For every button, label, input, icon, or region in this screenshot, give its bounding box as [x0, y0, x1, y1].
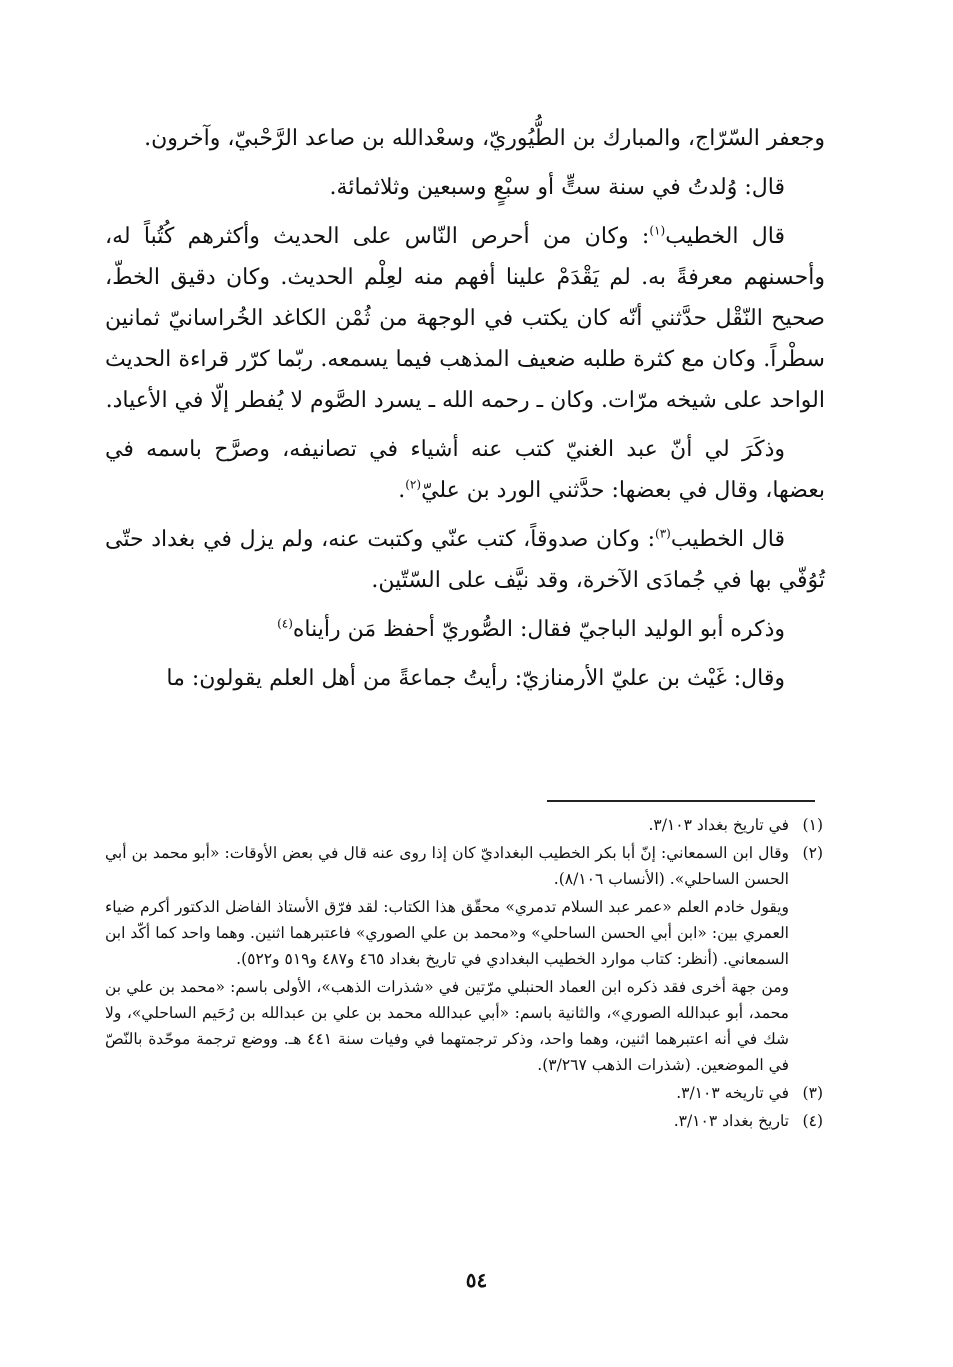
- paragraph-3-start: قال الخطيب: [665, 224, 785, 249]
- footnote-3: [105, 1080, 823, 1108]
- footnote-ref-2: (٢): [405, 477, 422, 492]
- paragraph-4-start: وذكَرَ لي أنّ عبد الغنيّ كتب عنه أشياء في تصانيفه، وصرَّح باسمه في بعضها، وقال في بعضها: حدَّثني الورد بن عليّ: [105, 437, 825, 503]
- page-number: ٥٤: [465, 1268, 488, 1292]
- paragraph-1: وجعفر السّرّاج، والمبارك بن الطُّيُوريّ، وسعْدالله بن صاعد الرَّحْبيّ، وآخرون.: [144, 126, 825, 151]
- footnote-body: [105, 812, 789, 840]
- footnote-number: (٤): [802, 1112, 823, 1130]
- footnote-text: ويقول خادم العلم «عمر عبد السلام تدمري» محقّق هذا الكتاب: لقد فرّق الأستاذ الفاضل الدكتور أكرم ضياء العمري بين: «ابن أبي الحسن الساحلي» و«محمد بن علي الصوري» فاعتبرهما اثنين. وهما واحد كما أكّد ابن السمعاني. (أنظر: كتاب موارد الخطيب البغدادي في تاريخ بغداد ٤٦٥ و٤٨٧ و٥١٩ و٥٢٢).: [105, 898, 789, 968]
- footnote-1: [105, 812, 823, 840]
- footnote-text: في تاريخ بغداد ٣/١٠٣.: [648, 816, 789, 834]
- footnote-text: وقال ابن السمعاني: إنّ أبا بكر الخطيب البغداديّ كان إذا روى عنه قال في بعض الأوقات: «أبو محمد بن أبي الحسن الساحلي». (الأنساب ٨/١٠٦).: [105, 844, 789, 888]
- paragraph-5-rest: : وكان صدوقاً، كتب عنّي وكتبت عنه، ولم يزل في بغداد حتّى تُوُفّي بها في جُمادَى الآخرة، وقد نيَّف على السّتّين.: [105, 527, 825, 593]
- footnote-ref-4: (٤): [277, 616, 293, 631]
- paragraph-5: [105, 519, 825, 601]
- footnote-ref-1: (١): [649, 223, 666, 238]
- footnote-number: (١): [802, 816, 823, 834]
- paragraph-6: [105, 609, 825, 650]
- footnote-body: [105, 840, 789, 1080]
- footnote-text: في تاريخه ٣/١٠٣.: [676, 1084, 789, 1102]
- footnote-text: تاريخ بغداد ٣/١٠٣.: [673, 1112, 789, 1130]
- footnote-number: (٣): [802, 1084, 823, 1102]
- footnote-body: [105, 1080, 789, 1108]
- footnote-4: [105, 1108, 823, 1136]
- paragraph-5-start: قال الخطيب: [670, 527, 785, 552]
- paragraph-7: وقال: غَيْث بن عليّ الأرمنازيّ: رأيتُ جماعةً من أهل العلم يقولون: ما: [166, 666, 785, 691]
- paragraph-3: [105, 216, 825, 421]
- main-text: [105, 118, 825, 707]
- footnote-divider: [547, 800, 815, 802]
- footnote-text: ومن جهة أخرى فقد ذكره ابن العماد الحنبلي مرّتين في «شذرات الذهب»، الأولى باسم: «محمد بن علي بن محمد، أبو عبدالله الصوري»، والثانية باسم: «أبي عبدالله محمد بن علي بن عبدالله بن رُحَيم الساحلي»، ولا شك في أنه اعتبرهما اثنين، وهما واحد، وذكر ترجمتهما في وفيات سنة ٤٤١ هـ. ووضع ترجمة موحّدة بالنّصّ في الموضعين. (شذرات الذهب ٣/٢٦٧).: [105, 978, 790, 1074]
- footnote-ref-3: (٣): [655, 526, 671, 541]
- paragraph-6-start: وذكره أبو الوليد الباجيّ فقال: الصُّوريّ أحفظ مَن رأيناه: [292, 617, 785, 642]
- paragraph-4-rest: .: [398, 478, 406, 503]
- footnote-number: (٢): [802, 844, 823, 862]
- footnotes: [105, 812, 823, 1136]
- footnote-body: [105, 1108, 789, 1136]
- paragraph-4: [105, 429, 825, 511]
- paragraph-2: قال: وُلدتُ في سنة ستٍّ أو سبْعٍ وسبعين وثلاثمائة.: [329, 175, 785, 200]
- footnote-2: [105, 840, 823, 1080]
- paragraph-3-rest: : وكان من أحرص النّاس على الحديث وأكثرهم كُتُباً له، وأحسنهم معرفةً به. لم يَقْدَمْ علينا أفهم منه لعِلْم الحديث. وكان دقيق الخطّ، صحيح النّقْل حدَّثني أنّه كان يكتب في الوجهة من ثُمْن الكاغد الخُراسانيّ ثمانين سطْراً. وكان مع كثرة طلبه ضعيف المذهب فيما يسمعه. ربّما كرّر قراءة الحديث الواحد على شيخه مرّات. وكان ـ رحمه الله ـ يسرد الصَّوم لا يُفطر إلّا في الأعياد.: [105, 224, 825, 413]
